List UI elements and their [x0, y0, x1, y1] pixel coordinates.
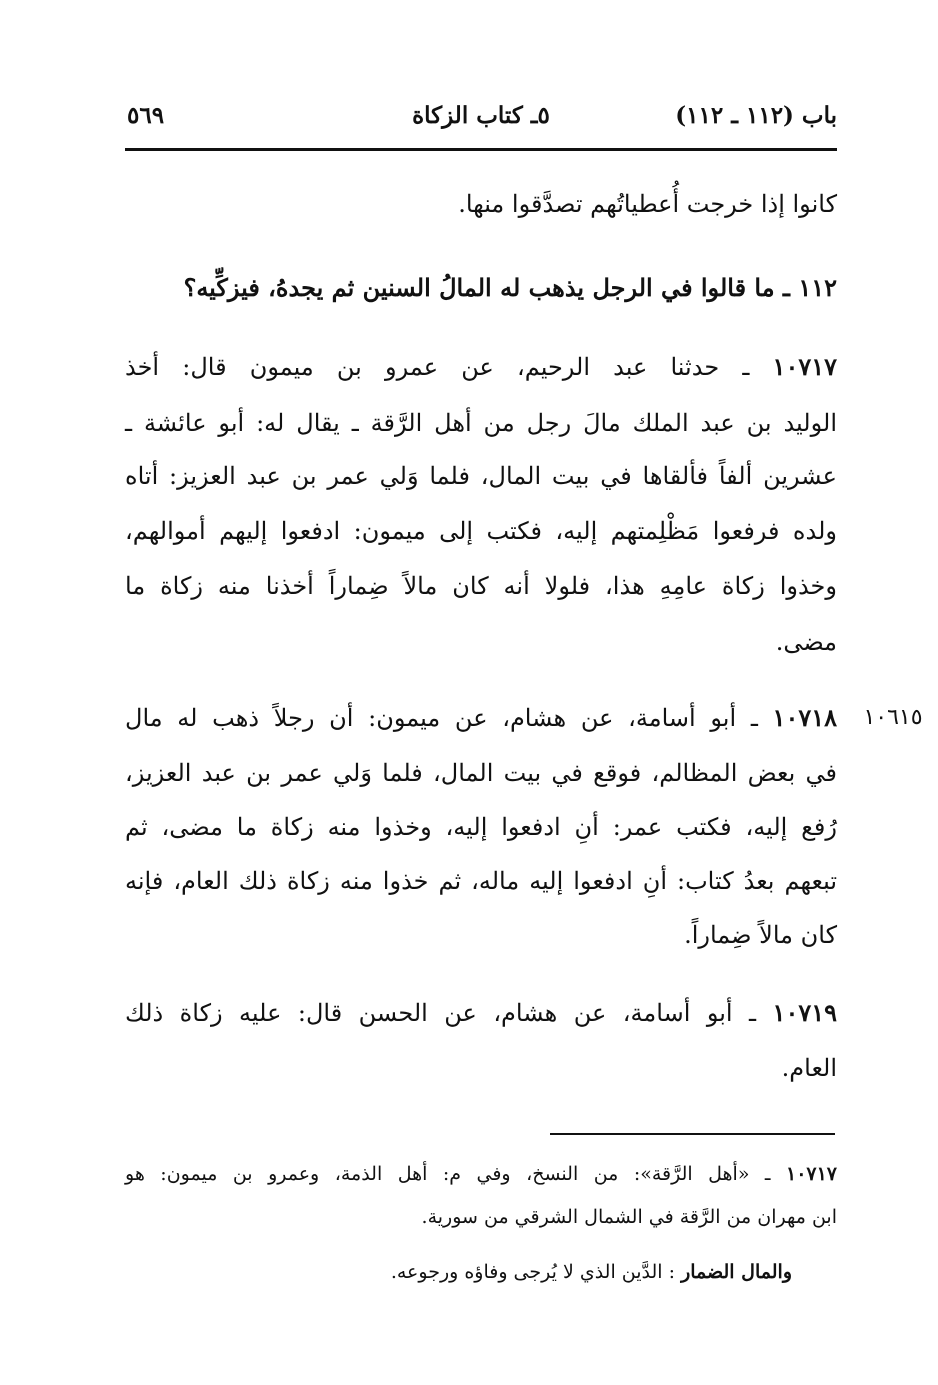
page-number: ٥٦٩ [127, 102, 165, 129]
footnote-line: ١٠٧١٧ ـ «أهل الرَّقة»: من النسخ، وفي م: أهل الذمة، وعمرو بن ميمون: هو [125, 1163, 838, 1185]
footnote-line: والمال الضمار : الدَّين الذي لا يُرجى وفاؤه ورجوعه. [390, 1261, 792, 1283]
margin-reference-number: ١٠٦١٥ [863, 705, 923, 730]
hadith-line: وخذوا زكاة عامِهِ هذا، فلولا أنه كان مالاً ضِماراً أخذنا منه زكاة ما [125, 572, 837, 600]
section-heading: ١١٢ ـ ما قالوا في الرجل يذهب له المالُ السنين ثم يجدهُ، فيزكِّيه؟ [183, 273, 837, 302]
footnote-term: والمال الضمار [681, 1261, 792, 1283]
hadith-number: ١٠٧١٧ [772, 352, 837, 381]
intro-line: كانوا إذا خرجت أُعطياتُهم تصدَّقوا منها. [458, 190, 837, 218]
book-title: ٥ـ كتاب الزكاة [412, 102, 550, 129]
hadith-line: ولده فرفعوا مَظْلِمتهم إليه، فكتب إلى ميمون: ادفعوا إليهم أموالهم، [125, 517, 837, 545]
header-rule [125, 148, 837, 151]
hadith-line: ١٠٧١٨ ـ أبو أسامة، عن هشام، عن ميمون: أن رجلاً ذهب له مال [125, 703, 837, 732]
hadith-line: عشرين ألفاً فألقاها في بيت المال، فلما وَلي عمر بن عبد العزيز: أتاه [125, 462, 837, 490]
footnote-ref: ١٠٧١٧ [785, 1163, 838, 1185]
chapter-range: باب (١١٢ ـ ١١٢) [675, 102, 837, 129]
hadith-line: العام. [781, 1054, 837, 1082]
hadith-line: ١٠٧١٩ ـ أبو أسامة، عن هشام، عن الحسن قال: عليه زكاة ذلك [125, 998, 837, 1027]
hadith-line: الوليد بن عبد الملك مالَ رجل من أهل الرَّقة ـ يقال له: أبو عائشة ـ [125, 409, 837, 437]
hadith-line: ١٠٧١٧ ـ حدثنا عبد الرحيم، عن عمرو بن ميمون قال: أخذ [125, 352, 837, 381]
footnote-rule [550, 1133, 835, 1135]
hadith-line: رُفع إليه، فكتب عمر: أنِ ادفعوا إليه، وخذوا منه زكاة ما مضى، ثم [125, 813, 837, 841]
hadith-line: تبعهم بعدُ كتاب: أنِ ادفعوا إليه ماله، ثم خذوا منه زكاة ذلك العام، فإنه [125, 867, 838, 895]
hadith-line: في بعض المظالم، فوقع في بيت المال، فلما وَلي عمر بن عبد العزيز، [125, 759, 837, 787]
hadith-number: ١٠٧١٨ [772, 703, 837, 732]
hadith-number: ١٠٧١٩ [772, 998, 837, 1027]
hadith-line: كان مالاً ضِماراً. [684, 921, 837, 949]
footnote-line: ابن مهران من الرَّقة في الشمال الشرقي من سورية. [421, 1206, 837, 1228]
hadith-line: مضى. [775, 628, 837, 656]
page-header [125, 102, 837, 142]
